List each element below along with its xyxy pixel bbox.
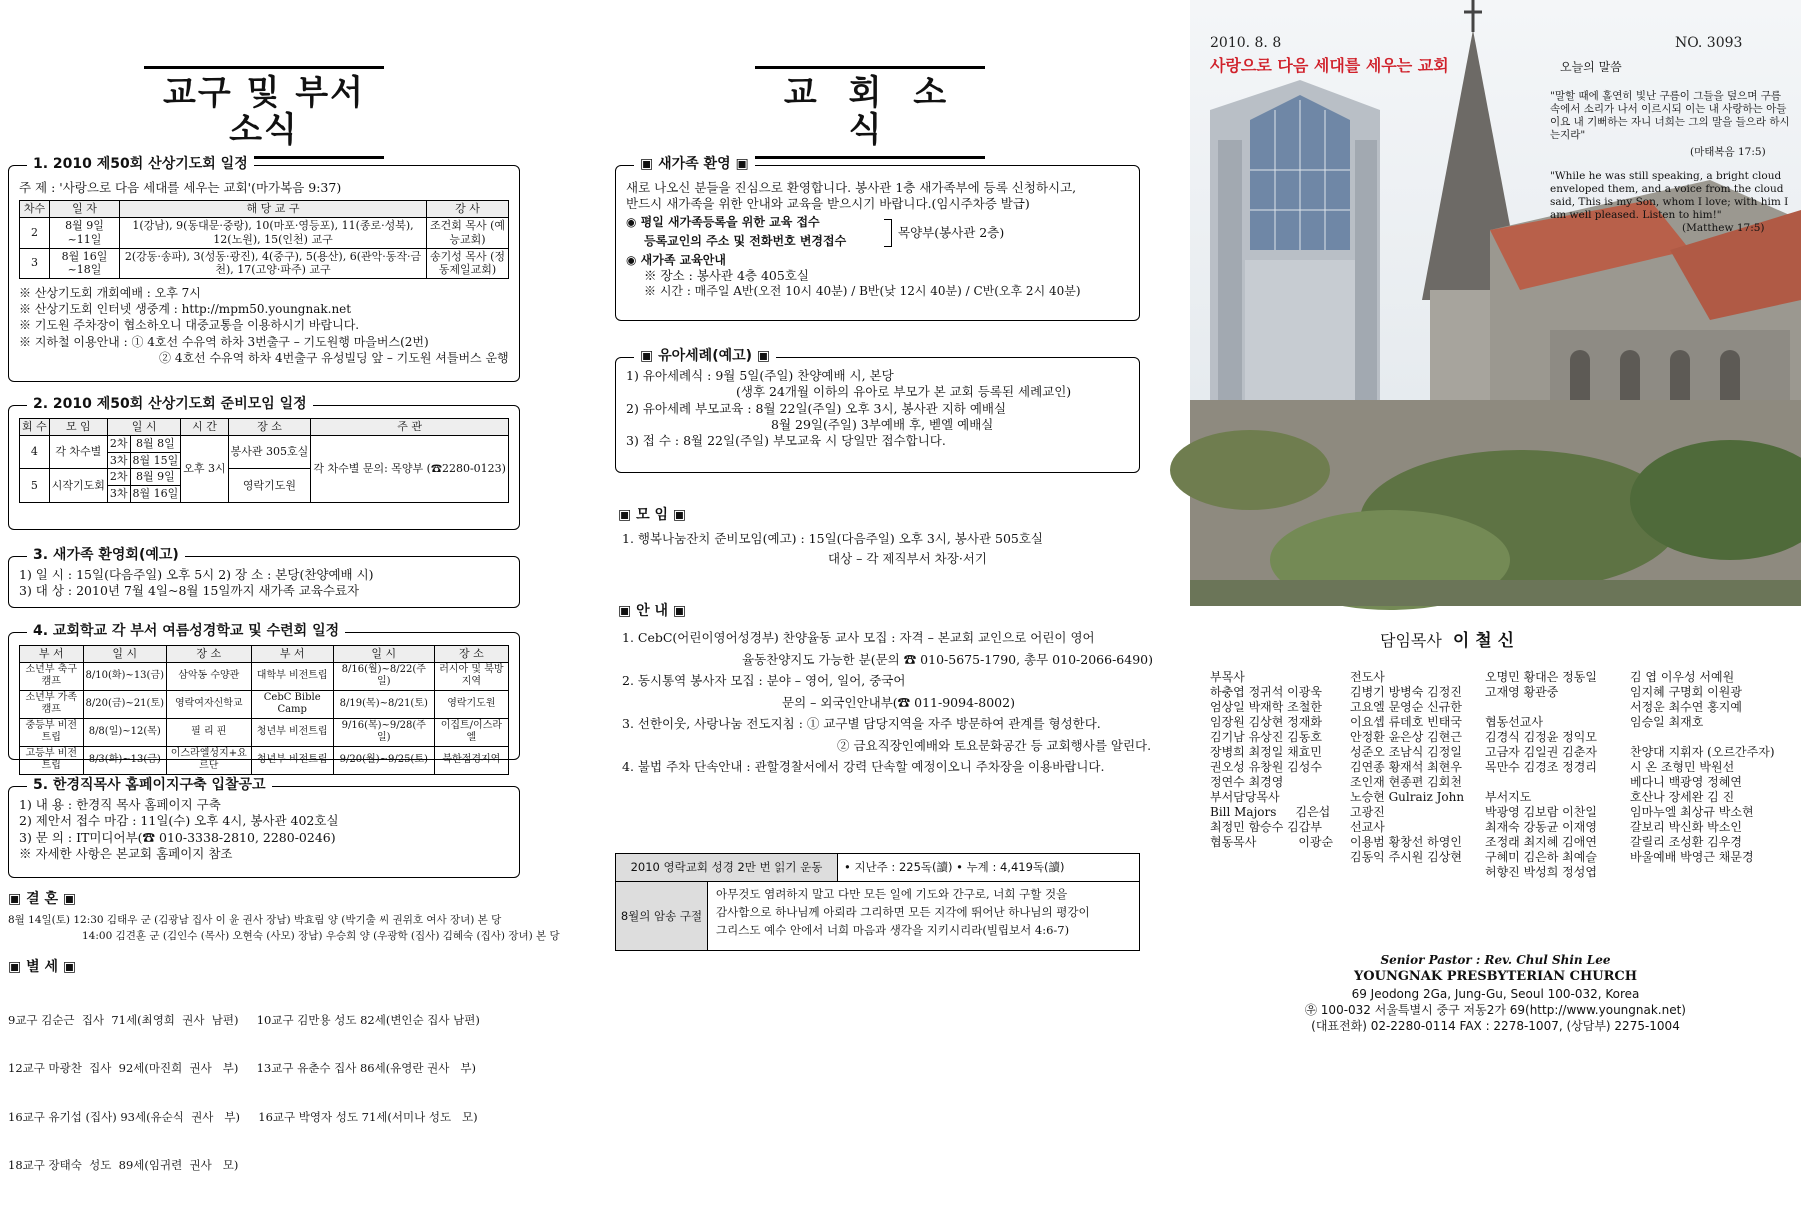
church-slogan: 사랑으로 다음 세대를 세우는 교회 <box>1210 56 1449 75</box>
section-summer-schedule <box>8 623 520 772</box>
info-line: 등록교인의 주소 및 전화번호 변경접수 <box>644 233 847 248</box>
table-cell: 2 <box>20 218 50 249</box>
table-header: 일 시 <box>333 646 434 663</box>
note-line: ※ 지하철 이용안내 : ① 4호선 수유역 하차 3번출구 – 기도원행 마을버스(2번) <box>19 334 429 349</box>
table-cell: 8월 15일 <box>130 452 181 469</box>
note-line: ※ 산상기도회 인터넷 생중계 : http://mpm50.youngnak.net <box>19 302 352 317</box>
prep-table <box>19 418 509 503</box>
table-cell: CebC Bible Camp <box>251 690 333 718</box>
table-cell: 2차 <box>107 469 130 486</box>
meeting-line: 대상 – 각 제직부서 차장·서기 <box>828 551 987 566</box>
death-list <box>8 980 480 1205</box>
notice-heading: ▣ 안 내 ▣ <box>618 603 687 619</box>
table-row <box>20 690 509 718</box>
table-cell: 필 리 핀 <box>167 718 252 746</box>
info-line: ※ 시간 : 매주일 A반(오전 10시 40분) / B반(낮 12시 40분) / C반(오후 2시 40분) <box>644 284 1081 299</box>
table-header: 일 자 <box>50 201 120 218</box>
memory-verse-line: 감사함으로 하나님께 아뢰라 그리하면 모든 지각에 뛰어난 하나님의 평강이 <box>716 904 1090 919</box>
pastor-line <box>1380 630 1514 652</box>
info-line: 3) 대 상 : 2010년 7월 4일~8월 15일까지 새가족 교육수료자 <box>19 583 360 599</box>
notice-line: 4. 불법 주차 단속안내 : 관할경찰서에서 강력 단속할 예정이오니 주차장을 이용바랍니다. <box>622 759 1105 774</box>
notice-line: 2. 동시통역 봉사자 모집 : 분야 – 영어, 일어, 중국어 <box>622 673 906 688</box>
table-cell: 8/3(화)~13(금) <box>83 746 167 774</box>
notice-line: 문의 – 외국인안내부(☎ 011-9094-8002) <box>782 694 1015 710</box>
summer-table <box>19 645 509 775</box>
wedding-line: 14:00 김견훈 군 (김인수 (목사) 오현숙 (사모) 장남) 우승희 양 (우광학 (집사) 김혜숙 (집사) 장녀) 본 당 <box>82 930 560 942</box>
info-line: 1) 유아세례식 : 9월 5일(주일) 찬양예배 시, 본당 <box>626 368 894 383</box>
middle-page-title: 교 회 소 식 <box>755 66 985 159</box>
table-header: 주 관 <box>311 419 509 436</box>
brace-mark <box>884 219 892 247</box>
table-cell: 영락여자신학교 <box>167 690 252 718</box>
footer-church-name: YOUNGNAK PRESBYTERIAN CHURCH <box>1354 969 1637 985</box>
section-heading: 5. 한경직목사 홈페이지구축 입찰공고 <box>27 776 272 794</box>
table-cell: 4 <box>20 435 50 469</box>
wedding-line: 8월 14일(토) 12:30 김태우 군 (김광남 집사 이 윤 권사 장남) 박효림 양 (박기출 씨 권위호 여사 장녀) 본 당 <box>8 914 502 926</box>
theme-text: 주 제 : '사랑으로 다음 세대를 세우는 교회'(마가복음 9:37) <box>19 180 342 195</box>
table-cell: 3차 <box>107 452 130 469</box>
info-line: 8월 29일(주일) 3부예배 후, 벧엘 예배실 <box>771 416 994 432</box>
table-header: 회 수 <box>20 419 50 436</box>
notice-line: 3. 선한이웃, 사랑나눔 전도지침 : ① 교구별 담당지역을 자주 방문하여 관계를 형성한다. <box>622 716 1101 731</box>
table-cell: 8월 9일 ~11일 <box>50 218 120 249</box>
table-header: 일 시 <box>107 419 180 436</box>
verse-english-ref: (Matthew 17:5) <box>1682 222 1765 234</box>
table-cell: 소년부 가족캠프 <box>20 690 84 718</box>
section-homepage-bid <box>8 777 520 878</box>
section-newcomer <box>615 156 1140 321</box>
death-line: 16교구 유기섭 (집사) 93세(유순식 권사 부) 16교구 박영자 성도 71세(서미나 성도 모) <box>8 1109 478 1124</box>
verse-korean: "말할 때에 홀연히 빛난 구름이 그들을 덮으며 구름 속에서 소리가 나서 이르시되 이는 내 사랑하는 아들이요 내 기뻐하는 자니 너희는 그의 말을 들으라 하시는지라" <box>1550 90 1790 142</box>
verse-heading: 오늘의 말씀 <box>1560 60 1622 74</box>
bible-reading-box <box>615 853 1140 951</box>
table-header: 장 소 <box>167 646 252 663</box>
section-prayer-schedule <box>8 156 520 382</box>
table-cell: 8/16(월)~8/22(주일) <box>333 662 434 690</box>
death-line: 9교구 김순근 집사 71세(최영희 권사 남편) 10교구 김만용 성도 82세(변인순 집사 남편) <box>8 1013 480 1028</box>
info-line: ◉ 새가족 교육안내 <box>626 252 726 267</box>
death-line: 18교구 장태숙 성도 89세(임귀련 권사 모) <box>8 1158 239 1173</box>
meeting-line: 1. 행복나눔잔치 준비모임(예고) : 15일(다음주일) 오후 3시, 봉사관 505호실 <box>622 531 1043 546</box>
table-cell: 중등부 비전트립 <box>20 718 84 746</box>
table-row <box>20 746 509 774</box>
memory-verse-line: 그리스도 예수 안에서 너희 마음과 생각을 지키시리라(빌립보서 4:6-7) <box>716 922 1070 937</box>
table-cell: 8월 8일 <box>130 435 181 452</box>
table-header: 장 소 <box>434 646 508 663</box>
pastor-name: 이 철 신 <box>1452 631 1515 651</box>
table-cell: 9/16(목)~9/28(주일) <box>333 718 434 746</box>
info-line: 반드시 새가족을 위한 안내와 교육을 받으시기 바랍니다.(임시주차증 발급) <box>626 196 1030 212</box>
death-line: 12교구 마광찬 집사 92세(마진희 권사 부) 13교구 유춘수 집사 86세(유영란 권사 부) <box>8 1061 476 1076</box>
section-heading: 1. 2010 제50회 산상기도회 일정 <box>27 155 254 173</box>
issue-date: 2010. 8. 8 <box>1210 35 1282 51</box>
bible-campaign-stat: • 지난주 : 225독(讀) • 누계 : 4,419독(讀) <box>844 860 1065 875</box>
table-cell: 고등부 비전트립 <box>20 746 84 774</box>
table-cell: 5 <box>20 469 50 503</box>
pastor-label: 담임목사 <box>1380 631 1442 650</box>
notice-line: 율동찬양지도 가능한 분(문의 ☎ 010-5675-1790, 총무 010-2066-6490) <box>742 651 1153 667</box>
table-cell: 조건회 목사 (예능교회) <box>427 218 509 249</box>
info-line: 목양부(봉사관 2층) <box>898 224 1005 240</box>
notice-line: ② 금요직장인예배와 토요문화공간 등 교회행사를 알린다. <box>837 737 1152 753</box>
left-page-title: 교구 및 부서소식 <box>144 66 384 159</box>
info-line: (생후 24개월 이하의 유아로 부모가 본 교회 등록된 세례교인) <box>736 384 1072 400</box>
death-heading: ▣ 별 세 ▣ <box>8 959 77 975</box>
table-cell: 대학부 비전트립 <box>251 662 333 690</box>
section-heading: ▣ 유아세례(예고) ▣ <box>634 347 776 365</box>
table-cell: 8월 16일 ~18일 <box>50 248 120 279</box>
table-cell: 송기성 목사 (정동제일교회) <box>427 248 509 279</box>
table-cell: 8월 9일 <box>130 469 181 486</box>
staff-column-4: 김 엽 이우성 서예원 임지혜 구명회 이원광 서정운 최수연 홍지예 임승일 최재호 찬양대 지휘자 (오르간주자) 시 온 조형민 박원선 베다니 백광영 정혜연 호산나 장세완 김 진 임마누엘 최상규 박소현 갈보리 박신화 박소인 갈릴리 조성환 김우경 바울예배 박영근 채문경 <box>1630 670 1775 864</box>
info-line: ※ 장소 : 봉사관 4층 405호실 <box>644 268 809 284</box>
table-row <box>20 662 509 690</box>
section-heading: 2. 2010 제50회 산상기도회 준비모임 일정 <box>27 395 313 413</box>
table-cell: 1(강남), 9(동대문·중랑), 10(마포·영등포), 11(종로·성북), 12(노원), 15(인천) 교구 <box>120 218 427 249</box>
church-photo <box>1190 0 1801 606</box>
table-cell: 2(강동·송파), 3(성동·광진), 4(중구), 5(용산), 6(관악·동작·금천), 17(고양·파주) 교구 <box>120 248 427 279</box>
table-header: 일 시 <box>83 646 167 663</box>
footer-address-en: 69 Jeodong 2Ga, Jung-Gu, Seoul 100-032, Korea <box>1351 986 1640 1001</box>
table-cell: 청년부 비전트립 <box>251 746 333 774</box>
info-line: 3) 문 의 : IT미디어부(☎ 010-3338-2810, 2280-0246) <box>19 829 336 845</box>
issue-number: NO. 3093 <box>1675 35 1743 51</box>
info-line: 새로 나오신 분들을 진심으로 환영합니다. 봉사관 1층 새가족부에 등록 신청하시고, <box>626 180 1077 195</box>
table-header: 모 임 <box>49 419 107 436</box>
footer-pastor: Senior Pastor : Rev. Chul Shin Lee <box>1380 953 1611 967</box>
section-newcomer-welcome <box>8 547 520 608</box>
section-prep-meeting <box>8 396 520 530</box>
table-header: 시 간 <box>181 419 228 436</box>
section-baptism <box>615 348 1140 473</box>
info-line: 1) 일 시 : 15일(다음주일) 오후 5시 2) 장 소 : 본당(찬양예배 시) <box>19 567 374 582</box>
table-cell: 각 차수별 문의: 목양부 (☎2280-0123) <box>311 435 509 502</box>
table-row <box>20 718 509 746</box>
table-header: 해 당 교 구 <box>120 201 427 218</box>
staff-column-3: 오명민 황대은 정동일 고재영 황관중 협동선교사 김경식 김정윤 정익모 고금자 김일권 김춘자 목만수 김경조 정경리 부서지도 박광영 김보람 이찬일 최재숙 강동균 이재영 조정래 최지혜 김애연 구혜미 김은하 최예슬 허향진 박성희 정성엽 <box>1485 670 1597 879</box>
info-line: 2) 유아세례 부모교육 : 8월 22일(주일) 오후 3시, 봉사관 지하 예배실 <box>626 400 1007 416</box>
bible-campaign-label: 2010 영락교회 성경 2만 번 읽기 운동 <box>616 854 838 881</box>
table-cell: 이집트/이스라엘 <box>434 718 508 746</box>
info-line: ※ 자세한 사항은 본교회 홈페이지 참조 <box>19 845 233 861</box>
table-cell: 9/20(월)~9/25(토) <box>333 746 434 774</box>
memory-verse-label: 8월의 암송 구절 <box>616 882 708 950</box>
table-row <box>20 248 509 279</box>
prayer-table <box>19 200 509 279</box>
note-line: ② 4호선 수유역 하차 4번출구 유성빌딩 앞 – 기도원 셔틀버스 운행 <box>159 350 509 365</box>
table-cell: 러시아 및 북방지역 <box>434 662 508 690</box>
verse-english: "While he was still speaking, a bright cloud enveloped them, and a voice from the cloud said, This is my Son, whom I love; with him I am well pleased. Listen to him!" <box>1550 170 1789 222</box>
table-header: 부 서 <box>251 646 333 663</box>
table-header: 장 소 <box>228 419 311 436</box>
table-cell: 2차 <box>107 435 130 452</box>
table-cell: 오후 3시 <box>181 435 228 502</box>
info-line: ◉ 평일 새가족등록을 위한 교육 접수 <box>626 214 820 229</box>
table-cell: 청년부 비전트립 <box>251 718 333 746</box>
section-heading: ▣ 새가족 환영 ▣ <box>634 155 755 173</box>
table-cell: 영락기도원 <box>434 690 508 718</box>
table-cell: 8/20(금)~21(토) <box>83 690 167 718</box>
section-heading: 4. 교회학교 각 부서 여름성경학교 및 수련회 일정 <box>27 622 345 640</box>
memory-verse-line: 아무것도 염려하지 말고 다만 모든 일에 기도와 간구로, 너희 구할 것을 <box>716 887 1068 901</box>
table-cell: 8/10(화)~13(금) <box>83 662 167 690</box>
table-header: 부 서 <box>20 646 84 663</box>
notice-list <box>622 627 1153 778</box>
table-row <box>20 435 509 452</box>
verse-korean-ref: (마태복음 17:5) <box>1690 146 1766 158</box>
table-cell: 3 <box>20 248 50 279</box>
note-line: ※ 기도원 주차장이 협소하오니 대중교통을 이용하시기 바랍니다. <box>19 318 360 333</box>
footer-phone: (대표전화) 02-2280-0114 FAX : 2278-1007, (상담부) 2275-1004 <box>1311 1019 1680 1034</box>
table-cell: 봉사관 305호실 <box>228 435 311 469</box>
section-heading: 3. 새가족 환영회(예고) <box>27 546 185 564</box>
table-cell: 8/8(일)~12(목) <box>83 718 167 746</box>
table-header: 차수 <box>20 201 50 218</box>
table-cell: 북한접경지역 <box>434 746 508 774</box>
table-row <box>20 218 509 249</box>
table-cell: 8/19(목)~8/21(토) <box>333 690 434 718</box>
info-line: 1) 내 용 : 한경직 목사 홈페이지 구축 <box>19 797 221 812</box>
note-line: ※ 산상기도회 개회예배 : 오후 7시 <box>19 286 201 300</box>
summer-table-body <box>20 662 509 774</box>
table-cell: 시작기도회 <box>49 469 107 503</box>
table-cell: 소년부 축구캠프 <box>20 662 84 690</box>
meeting-heading: ▣ 모 임 ▣ <box>618 507 687 523</box>
table-cell: 3차 <box>107 486 130 503</box>
table-cell: 8월 16일 <box>130 486 181 503</box>
table-cell: 삼악동 수양관 <box>167 662 252 690</box>
wedding-heading: ▣ 결 혼 ▣ <box>8 891 77 907</box>
staff-column-1: 부목사 하충엽 정귀석 이광욱 엄상일 박재학 조철한 임장원 김상현 정재화 김기남 유상진 김동호 장병희 최정일 채효민 권오성 유창원 김성수 정연수 최경영 부서담당목사 Bill Majors 김은섭 최정민 함승수 김갑부 협동목사 이광순 <box>1210 670 1334 849</box>
info-line: 2) 제안서 접수 마감 : 11일(수) 오후 4시, 봉사관 402호실 <box>19 813 339 829</box>
footer-address-ko: ㉾ 100-032 서울특별시 중구 저동2가 69(http://www.youngnak.net) <box>1304 1002 1686 1017</box>
table-cell: 각 차수별 <box>49 435 107 469</box>
table-cell: 영락기도원 <box>228 469 311 503</box>
notice-line: 1. CebC(어린이영어성경부) 찬양율동 교사 모집 : 자격 – 본교회 교인으로 어린이 영어 <box>622 630 1095 645</box>
church-footer <box>1190 952 1801 1034</box>
info-line: 3) 접 수 : 8월 22일(주일) 부모교육 시 당일만 접수합니다. <box>626 433 946 448</box>
table-header: 강 사 <box>427 201 509 218</box>
staff-column-2: 전도사 김병기 방병숙 김정진 고요엘 문영순 신규한 이요셉 류데호 빈태국 안정환 윤은상 김현근 성준오 조남식 김정일 김연종 황재석 최현우 조인재 현종편 김회천 노승현 Gulraiz John 고광진 선교사 이용범 황창선 하영인 김동익 주시원 김상현 <box>1350 670 1465 864</box>
table-cell: 이스라엘성지+요르단 <box>167 746 252 774</box>
